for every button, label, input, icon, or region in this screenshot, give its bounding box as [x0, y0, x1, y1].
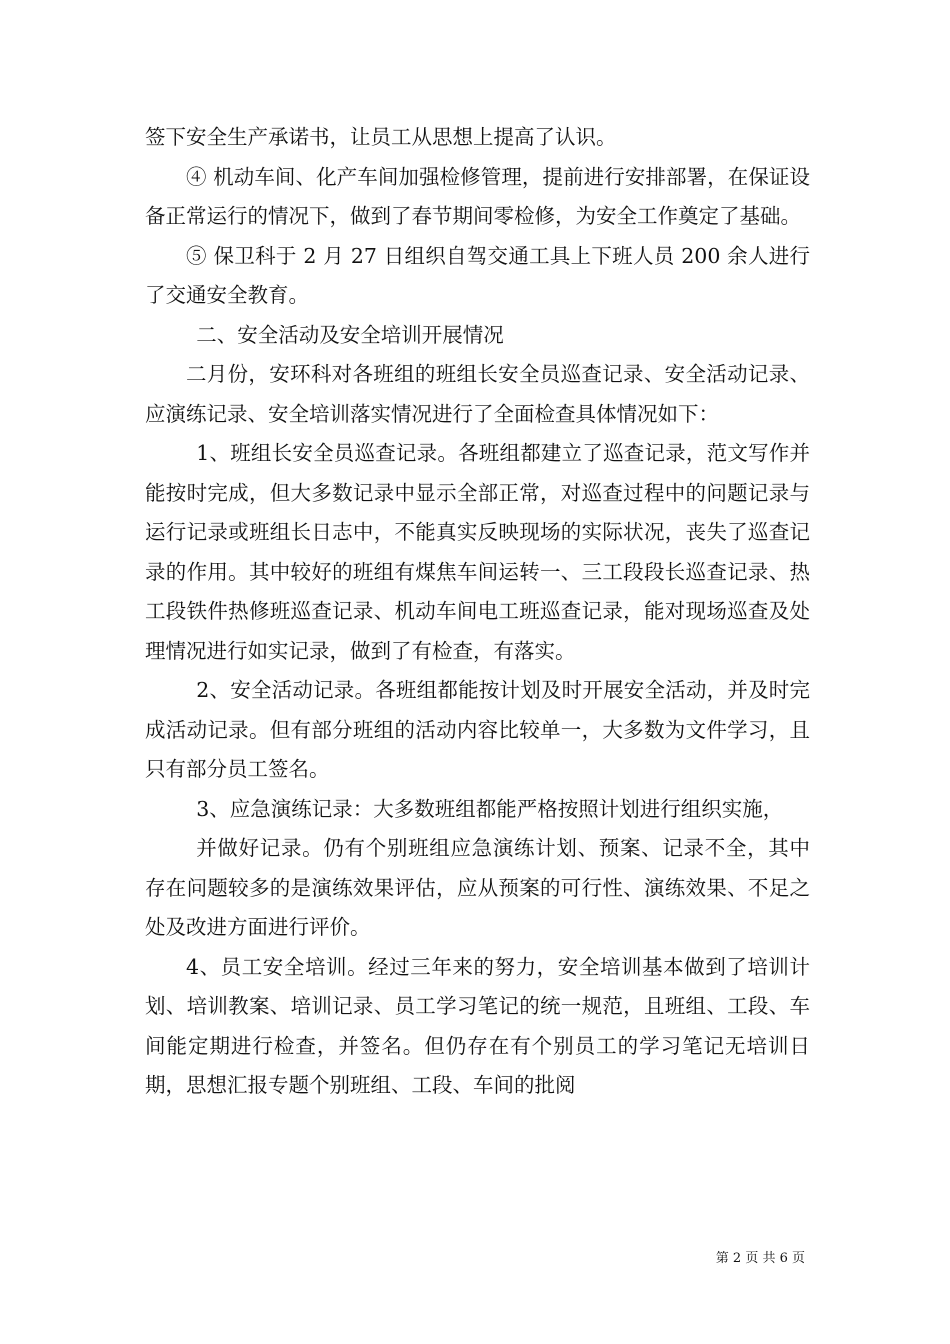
paragraph-safety-activity: 2、安全活动记录。各班组都能按计划及时开展安全活动，并及时完成活动记录。但有部分班组的活动内容比较单一，大多数为文件学习，且只有部分员工签名。 — [145, 678, 810, 781]
document-body — [145, 118, 810, 1106]
paragraph-intro: 二月份，安环科对各班组的班组长安全员巡查记录、安全活动记录、应演练记录、安全培训落实情况进行了全面检查具体情况如下： — [145, 362, 810, 426]
section-heading: 二、安全活动及安全培训开展情况 — [196, 322, 504, 347]
paragraph-staff-training: 4、员工安全培训。经过三年来的努力，安全培训基本做到了培训计划、培训教案、培训记录、员工学习笔记的统一规范，且班组、工段、车间能定期进行检查，并签名。但仍存在有个别员工的学习笔记无培训日期，思想汇报专题个别班组、工段、车间的批阅 — [145, 954, 810, 1097]
paragraph-emergency-drill-cont: 并做好记录。仍有个别班组应急演练计划、预案、记录不全，其中存在问题较多的是演练效果评估，应从预案的可行性、演练效果、不足之处及改进方面进行评价。 — [145, 836, 810, 939]
paragraph-patrol-records: 1、班组长安全员巡查记录。各班组都建立了巡查记录，范文写作并能按时完成，但大多数记录中显示全部正常，对巡查过程中的问题记录与运行记录或班组长日志中，不能真实反映现场的实际状况，丧失了巡查记录的作用。其中较好的班组有煤焦车间运转一、三工段段长巡查记录、热工段铁件热修班巡查记录、机动车间电工班巡查记录，能对现场巡查及处理情况进行如实记录，做到了有检查，有落实。 — [145, 441, 810, 663]
paragraph-item-4: ④ 机动车间、化产车间加强检修管理，提前进行安排部署，在保证设备正常运行的情况下，做到了春节期间零检修，为安全工作奠定了基础。 — [145, 164, 810, 228]
paragraph-emergency-drill: 3、应急演练记录：大多数班组都能严格按照计划进行组织实施， — [196, 796, 784, 821]
paragraph-item-5: ⑤ 保卫科于 2 月 27 日组织自驾交通工具上下班人员 200 余人进行了交通安全教育。 — [145, 243, 810, 307]
page-number: 第 2 页 共 6 页 — [715, 1251, 805, 1266]
paragraph-continuation: 签下安全生产承诺书，让员工从思想上提高了认识。 — [145, 125, 617, 149]
